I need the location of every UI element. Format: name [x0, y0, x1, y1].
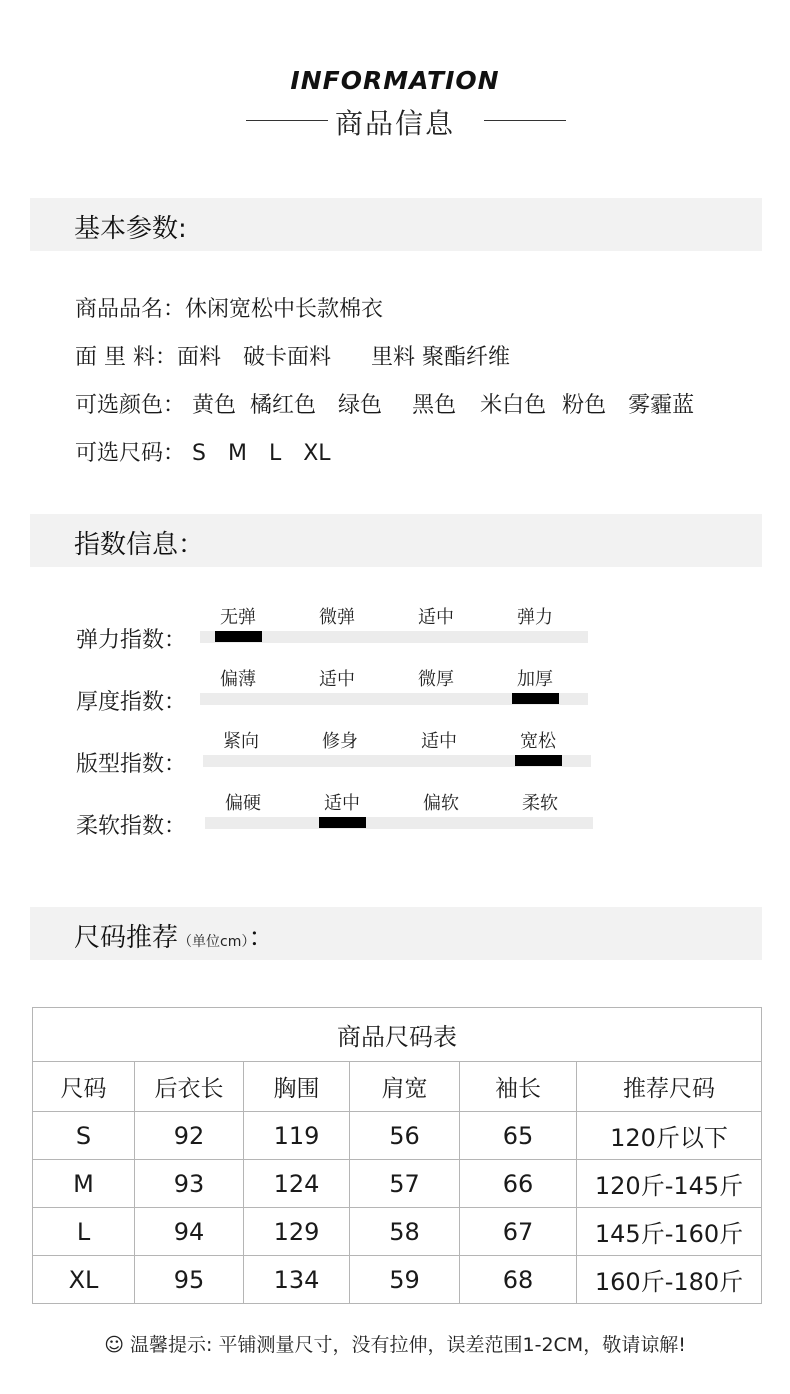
- size-table-cell: 95: [135, 1256, 244, 1304]
- size-table-cell: 67: [460, 1208, 577, 1256]
- size-table-header-cell: 肩宽: [350, 1062, 460, 1112]
- size-table-cell: 120斤-145斤: [577, 1160, 762, 1208]
- colors-row: [75, 388, 694, 419]
- size-table-row: [33, 1256, 762, 1304]
- material-lining: 里料 聚酯纤维: [371, 345, 511, 370]
- product-name-label: 商品品名：: [75, 297, 186, 322]
- color-option: 米白色: [480, 393, 547, 418]
- index-option: 微弹: [319, 607, 355, 628]
- size-table-cell: L: [33, 1208, 135, 1256]
- size-table-cell: 59: [350, 1256, 460, 1304]
- product-name-value: 休闲宽松中长款棉衣: [185, 297, 384, 322]
- size-option: XL: [303, 441, 331, 466]
- size-table-cell: 56: [350, 1112, 460, 1160]
- size-rec-unit: （单位cm）: [178, 934, 249, 950]
- tip-row: [0, 1330, 790, 1357]
- index-option: 适中: [421, 731, 457, 752]
- color-option: 黄色: [192, 393, 237, 418]
- index-option: 宽松: [520, 731, 556, 752]
- index-selected-marker: [512, 693, 559, 704]
- size-table-header-cell: 袖长: [460, 1062, 577, 1112]
- sizes-list: [192, 441, 331, 466]
- color-option: 粉色: [562, 393, 607, 418]
- size-table-caption: 商品尺码表: [33, 1008, 762, 1062]
- index-label: 版型指数：: [76, 752, 187, 777]
- colors-label: 可选颜色：: [75, 393, 186, 418]
- header-title-cn: 商品信息: [334, 107, 455, 140]
- size-table-cell: 129: [244, 1208, 350, 1256]
- index-selected-marker: [215, 631, 262, 642]
- index-option: 偏硬: [225, 793, 261, 814]
- index-track: [205, 817, 593, 829]
- index-option: 适中: [418, 607, 454, 628]
- size-table-cell: 93: [135, 1160, 244, 1208]
- index-option: 适中: [319, 669, 355, 690]
- color-option: 雾霾蓝: [628, 393, 695, 418]
- size-table-cell: S: [33, 1112, 135, 1160]
- indices-bar: [30, 514, 762, 567]
- index-label: 柔软指数：: [76, 814, 187, 839]
- size-table-cell: 68: [460, 1256, 577, 1304]
- size-option: L: [268, 441, 282, 466]
- index-option: 弹力: [517, 607, 553, 628]
- size-table-row: [33, 1160, 762, 1208]
- size-table-body: [33, 1112, 762, 1304]
- header-title-en: INFORMATION: [290, 66, 500, 95]
- size-table-cell: 65: [460, 1112, 577, 1160]
- size-table-cell: 66: [460, 1160, 577, 1208]
- index-option: 修身: [322, 731, 358, 752]
- index-option: 适中: [324, 793, 360, 814]
- product-name-row: [75, 292, 383, 323]
- header-divider-right: [484, 120, 566, 121]
- colors-list: [192, 388, 694, 419]
- material-label: 面 里 料：: [75, 345, 177, 370]
- size-table-header-cell: 后衣长: [135, 1062, 244, 1112]
- size-rec-colon: ：: [248, 923, 275, 953]
- color-option: 黑色: [412, 393, 457, 418]
- header-title-row: [0, 100, 790, 140]
- index-option: 加厚: [517, 669, 553, 690]
- size-table-row: [33, 1112, 762, 1160]
- size-rec-title-text: 尺码推荐: [74, 923, 179, 953]
- size-option: S: [192, 441, 206, 466]
- color-option: 橘红色: [250, 393, 317, 418]
- size-table-cell: M: [33, 1160, 135, 1208]
- basic-params-title: 基本参数:: [74, 214, 187, 244]
- index-selected-marker: [319, 817, 366, 828]
- index-option: 无弹: [220, 607, 256, 628]
- size-table-row: [33, 1208, 762, 1256]
- size-table-cell: 124: [244, 1160, 350, 1208]
- size-rec-bar: [30, 907, 762, 960]
- tip-label: 温馨提示:: [130, 1334, 213, 1356]
- index-label: 弹力指数：: [76, 628, 187, 653]
- smiley-icon: ☺: [104, 1334, 124, 1356]
- size-table-cell: XL: [33, 1256, 135, 1304]
- index-option: 柔软: [522, 793, 558, 814]
- size-table-cell: 120斤以下: [577, 1112, 762, 1160]
- size-table-header: [33, 1062, 762, 1112]
- index-label: 厚度指数：: [76, 690, 187, 715]
- size-table-cell: 160斤-180斤: [577, 1256, 762, 1304]
- size-table-cell: 145斤-160斤: [577, 1208, 762, 1256]
- size-table-cell: 57: [350, 1160, 460, 1208]
- size-table-header-cell: 尺码: [33, 1062, 135, 1112]
- index-option: 紧向: [223, 731, 259, 752]
- size-table-header-cell: 胸围: [244, 1062, 350, 1112]
- size-table: [32, 1007, 762, 1304]
- size-table-cell: 92: [135, 1112, 244, 1160]
- index-option: 微厚: [418, 669, 454, 690]
- sizes-label: 可选尺码：: [75, 441, 186, 466]
- indices-title: 指数信息：: [74, 530, 205, 560]
- size-option: M: [227, 441, 247, 466]
- index-option: 偏软: [423, 793, 459, 814]
- index-selected-marker: [515, 755, 562, 766]
- index-option: 偏薄: [220, 669, 256, 690]
- size-rec-title: [74, 917, 274, 954]
- sizes-row: [75, 436, 331, 467]
- size-table-cell: 119: [244, 1112, 350, 1160]
- size-table-cell: 134: [244, 1256, 350, 1304]
- color-option: 绿色: [338, 393, 383, 418]
- tip-text: 平铺测量尺寸，没有拉伸，误差范围1-2CM，敬请谅解!: [218, 1334, 686, 1356]
- material-row: [75, 340, 510, 371]
- size-table-header-cell: 推荐尺码: [577, 1062, 762, 1112]
- size-table-cell: 58: [350, 1208, 460, 1256]
- basic-params-bar: [30, 198, 762, 251]
- material-outer: 面料 破卡面料: [177, 345, 332, 370]
- size-table-cell: 94: [135, 1208, 244, 1256]
